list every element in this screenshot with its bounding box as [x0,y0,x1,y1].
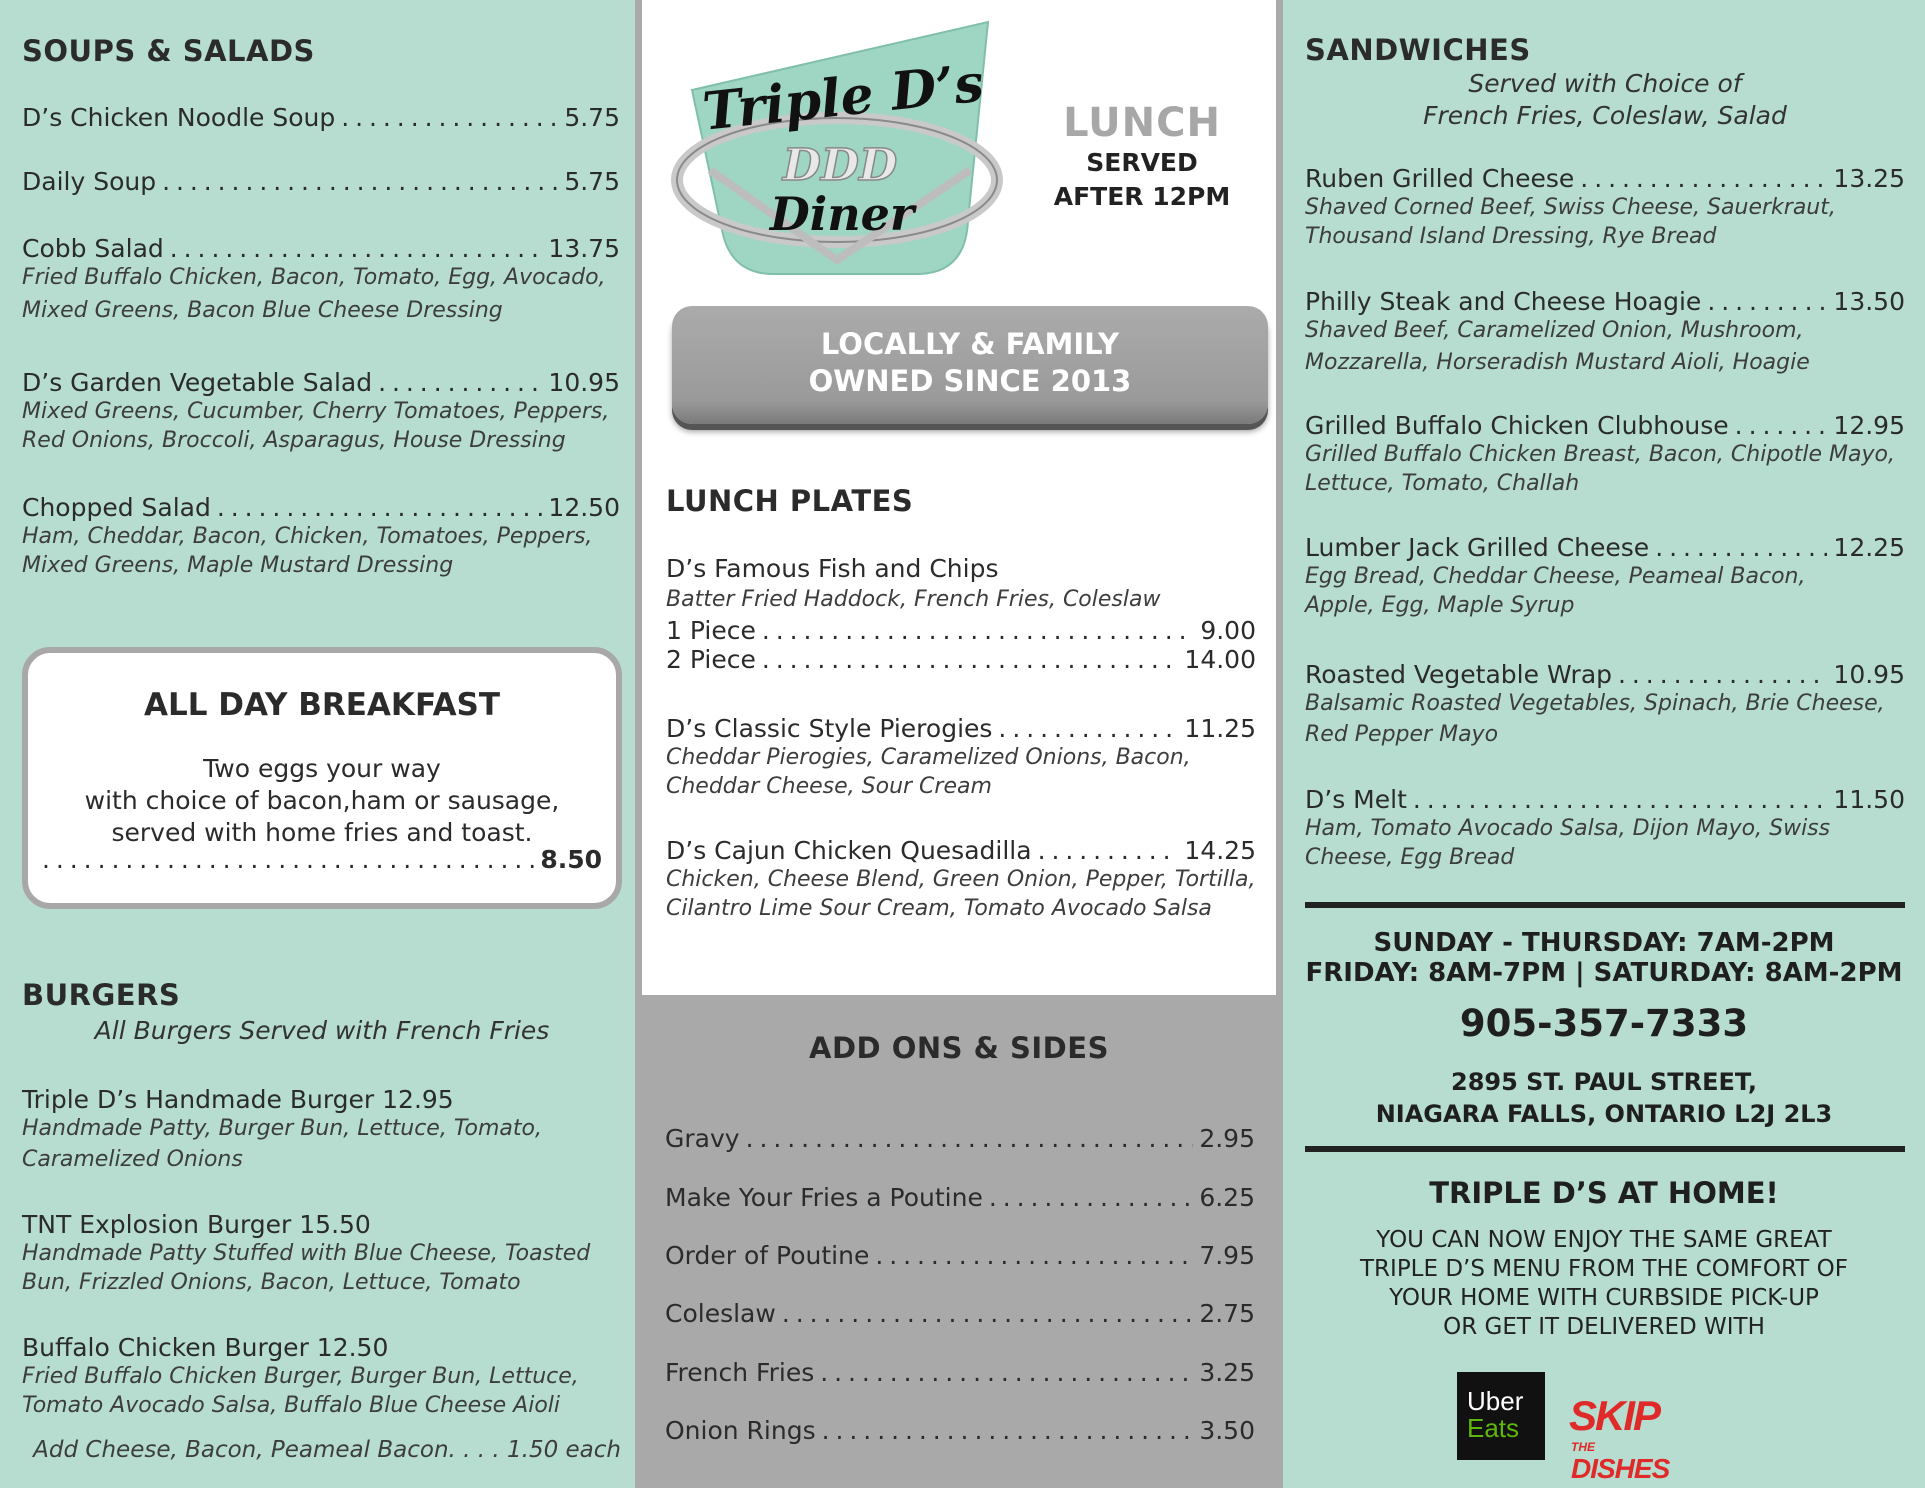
divider [1305,902,1905,908]
item-description: Ham, Tomato Avocado Salsa, Dijon Mayo, Swiss [1305,816,1831,841]
item-description: Bun, Frizzled Onions, Bacon, Lettuce, Tomato [22,1270,521,1295]
item-description: Grilled Buffalo Chicken Breast, Bacon, Chipotle Mayo, [1305,442,1895,467]
locally-owned-banner [672,306,1268,424]
menu-item [1305,660,1905,749]
at-home-text [1283,1226,1925,1342]
skip-dishes-text: DISHES [1571,1453,1670,1484]
lunch-served-notice [1032,100,1252,214]
item-price: 11.50 [1833,785,1905,814]
skip-text: SKIP [1569,1392,1660,1439]
phone-number: 905-357-7333 [1459,1002,1749,1045]
breakfast-line: with choice of bacon,ham or sausage, [84,786,560,815]
menu-item [1305,411,1905,498]
item-description: Mozzarella, Horseradish Mustard Aioli, Hoagie [1305,350,1810,375]
item-name: D’s Cajun Chicken Quesadilla [666,836,1032,865]
item-name: Gravy [665,1124,740,1153]
item-name: Cobb Salad [22,234,164,263]
item-description: Cheese, Egg Bread [1305,845,1515,870]
item-name: Lumber Jack Grilled Cheese [1305,533,1650,562]
item-description: Cilantro Lime Sour Cream, Tomato Avocado Salsa [666,896,1212,921]
addon-item [665,1241,1255,1270]
item-price: 10.95 [548,368,620,397]
item-name: Grilled Buffalo Chicken Clubhouse [1305,411,1729,440]
item-description: Shaved Beef, Caramelized Onion, Mushroom, [1305,318,1804,343]
item-name: Roasted Vegetable Wrap [1305,660,1613,689]
item-price: 9.00 [1200,616,1256,645]
item-price: 12.95 [1833,411,1905,440]
item-description: Tomato Avocado Salsa, Buffalo Blue Cheese Aioli [22,1393,561,1418]
item-description: Balsamic Roasted Vegetables, Spinach, Brie Cheese, [1305,691,1885,716]
menu-item [22,234,620,325]
item-price: 6.25 [1199,1183,1255,1212]
item-name: Onion Rings [665,1416,816,1445]
uber-eats-logo [1457,1372,1545,1460]
item-price: 11.25 [1184,714,1256,743]
item-name: Order of Poutine [665,1241,870,1270]
item-price: 2.75 [1199,1299,1255,1328]
skip-the-dishes-logo [1569,1392,1749,1484]
divider [1305,1146,1905,1152]
logo-text-triple: Triple D’s [699,52,987,143]
menu-item [22,103,620,132]
diner-logo [670,20,1005,282]
item-description: Handmade Patty, Burger Bun, Lettuce, Tomato, [22,1116,542,1141]
address-line: 2895 ST. PAUL STREET, [1451,1068,1757,1096]
item-name: Coleslaw [665,1299,776,1328]
item-price: 3.50 [1199,1416,1255,1445]
menu-item [22,167,620,196]
menu-item [1305,785,1905,872]
item-description: Cheddar Cheese, Sour Cream [666,774,992,799]
item-price: 5.75 [564,103,620,132]
item-description: Red Pepper Mayo [1305,722,1499,747]
right-column [1283,0,1925,1488]
menu-item [1305,533,1905,620]
item-description: Ham, Cheddar, Bacon, Chicken, Tomatoes, Peppers, [22,524,593,549]
item-description: Caramelized Onions [22,1147,243,1172]
item-name: D’s Chicken Noodle Soup [22,103,336,132]
subtitle-line: Served with Choice of [1468,69,1742,98]
menu-item [22,1085,620,1174]
item-price: 3.25 [1199,1358,1255,1387]
soups-salads-title: SOUPS & SALADS [22,34,315,68]
item-name: Chopped Salad [22,493,211,522]
item-description: Thousand Island Dressing, Rye Bread [1305,224,1717,249]
banner-line: OWNED SINCE 2013 [808,364,1132,398]
item-description: Mixed Greens, Maple Mustard Dressing [22,553,454,578]
lunch-plates-title: LUNCH PLATES [666,484,914,518]
item-option: 2 Piece [666,645,756,674]
breakfast-price: 8.50 [540,845,602,874]
at-home-line: YOUR HOME WITH CURBSIDE PICK-UP [1389,1285,1819,1311]
item-price: 2.95 [1199,1124,1255,1153]
menu-item [666,836,1256,923]
banner-line: LOCALLY & FAMILY [820,327,1120,361]
item-price: 13.50 [1833,287,1905,316]
addon-item [665,1124,1255,1153]
served-time: AFTER 12PM [1053,182,1231,211]
addon-item [665,1358,1255,1387]
addon-item [665,1299,1255,1328]
item-description: Chicken, Cheese Blend, Green Onion, Pepper, Tortilla, [666,867,1256,892]
sandwiches-subtitle [1305,68,1905,132]
item-name: TNT Explosion Burger 15.50 [22,1210,371,1239]
skip-the-text: THE [1571,1440,1595,1454]
item-price: 10.95 [1833,660,1905,689]
item-name: D’s Famous Fish and Chips [666,554,999,583]
item-name: Make Your Fries a Poutine [665,1183,983,1212]
item-price: 12.25 [1833,533,1905,562]
served-label: SERVED [1086,148,1198,177]
at-home-line: YOU CAN NOW ENJOY THE SAME GREAT [1376,1227,1832,1253]
burger-addon-note: Add Cheese, Bacon, Peameal Bacon. . . . 1.50 each [33,1437,621,1463]
at-home-line: OR GET IT DELIVERED WITH [1443,1314,1765,1340]
item-price: 5.75 [564,167,620,196]
item-name: Ruben Grilled Cheese [1305,164,1575,193]
breakfast-price-line [42,845,602,874]
hours-line: SUNDAY - THURSDAY: 7AM-2PM [1373,928,1835,958]
item-description: Lettuce, Tomato, Challah [1305,471,1580,496]
item-price: 13.75 [548,234,620,263]
item-description: Apple, Egg, Maple Syrup [1305,593,1575,618]
burgers-title: BURGERS [22,978,181,1012]
item-name: Philly Steak and Cheese Hoagie [1305,287,1702,316]
item-option: 1 Piece [666,616,756,645]
item-price: 13.25 [1833,164,1905,193]
menu-item [22,368,620,455]
item-name: D’s Melt [1305,785,1407,814]
logo-text-ddd: DDD [782,140,898,191]
item-price: 12.50 [548,493,620,522]
middle-column [635,0,1283,1488]
subtitle-line: French Fries, Coleslaw, Salad [1423,101,1787,130]
item-price: 14.25 [1184,836,1256,865]
eats-text: Eats [1467,1413,1520,1443]
left-column [0,0,635,1488]
item-description: Mixed Greens, Cucumber, Cherry Tomatoes, Peppers, [22,399,610,424]
address-line: NIAGARA FALLS, ONTARIO L2J 2L3 [1375,1100,1833,1128]
addon-item [665,1416,1255,1445]
breakfast-line: served with home fries and toast. [111,818,533,847]
item-description: Red Onions, Broccoli, Asparagus, House Dressing [22,428,566,453]
item-description: Fried Buffalo Chicken, Bacon, Tomato, Egg, Avocado, [22,265,606,290]
item-name: French Fries [665,1358,815,1387]
sandwiches-title: SANDWICHES [1305,33,1531,67]
addon-item [665,1183,1255,1212]
menu-item [22,1210,620,1297]
menu-item [666,714,1256,801]
menu-item [666,554,1256,674]
item-description: Mixed Greens, Bacon Blue Cheese Dressing [22,298,503,323]
at-home-line: TRIPLE D’S MENU FROM THE COMFORT OF [1360,1256,1848,1282]
menu-item [1305,164,1905,251]
breakfast-line: Two eggs your way [203,754,441,783]
breakfast-description [28,753,616,849]
item-name: D’s Garden Vegetable Salad [22,368,373,397]
item-name: Buffalo Chicken Burger 12.50 [22,1333,389,1362]
hours-line: FRIDAY: 8AM-7PM | SATURDAY: 8AM-2PM [1305,958,1903,988]
uber-text: Uber [1467,1386,1524,1416]
item-description: Egg Bread, Cheddar Cheese, Peameal Bacon, [1305,564,1806,589]
menu-item [22,493,620,580]
lunch-label: LUNCH [1063,100,1221,146]
item-description: Handmade Patty Stuffed with Blue Cheese, Toasted [22,1241,591,1266]
item-name: D’s Classic Style Pierogies [666,714,993,743]
item-description: Fried Buffalo Chicken Burger, Burger Bun, Lettuce, [22,1364,579,1389]
lunch-panel [642,0,1276,995]
item-price: 7.95 [1199,1241,1255,1270]
breakfast-box [22,647,622,909]
addons-title: ADD ONS & SIDES [809,1031,1109,1065]
item-description: Cheddar Pierogies, Caramelized Onions, Bacon, [666,745,1191,770]
item-price: 14.00 [1184,645,1256,674]
burgers-subtitle: All Burgers Served with French Fries [94,1016,550,1045]
logo-text-diner: Diner [769,187,915,241]
item-description: Shaved Corned Beef, Swiss Cheese, Sauerkraut, [1305,195,1836,220]
breakfast-title: ALL DAY BREAKFAST [143,687,501,723]
item-description: Batter Fried Haddock, French Fries, Coleslaw [666,587,1161,612]
menu-item [22,1333,620,1420]
item-name: Daily Soup [22,167,157,196]
item-name: Triple D’s Handmade Burger 12.95 [22,1085,454,1114]
menu-item [1305,287,1905,377]
at-home-title: TRIPLE D’S AT HOME! [1429,1176,1779,1210]
